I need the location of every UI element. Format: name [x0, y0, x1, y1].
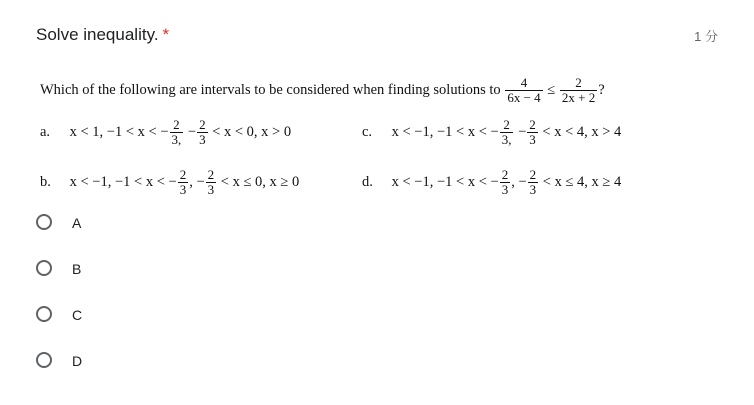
frac-numerator: 2: [199, 117, 206, 132]
frac-numerator: 2: [207, 167, 215, 182]
question-title-text: Solve inequality.: [36, 25, 159, 44]
question-image: [40, 76, 720, 196]
required-asterisk: *: [162, 25, 170, 44]
choice-a-label: a.: [40, 123, 51, 140]
frac-denominator: 3,: [171, 132, 182, 147]
frac-numerator: 2: [500, 118, 514, 133]
choice-b: [40, 168, 299, 197]
frac-denominator: 3: [501, 182, 509, 197]
choice-b-frac1: [178, 168, 189, 197]
choice-c-label: c.: [362, 123, 373, 140]
question-title: [36, 24, 169, 46]
frac-denominator: 3: [529, 132, 536, 147]
choice-a-frac2: [197, 118, 208, 147]
choice-d: [362, 168, 621, 197]
option-c[interactable]: [36, 304, 236, 330]
option-d[interactable]: [36, 350, 236, 376]
choice-c-text2: < x < 4, x > 4: [538, 123, 622, 140]
choice-b-label: b.: [40, 173, 51, 190]
choice-c: [362, 118, 621, 147]
option-label: C: [72, 307, 83, 323]
choice-b-sep: , −: [189, 173, 205, 190]
choice-c-text: x < −1, −1 < x < −: [391, 123, 499, 140]
choice-d-text: x < −1, −1 < x < −: [391, 173, 499, 190]
points-label: 1 分: [694, 29, 718, 44]
frac-numerator: 4: [505, 76, 542, 91]
prompt-relation: ≤: [547, 81, 556, 98]
choice-a-sep: −: [184, 123, 197, 140]
prompt-fraction-2: [560, 76, 597, 105]
choice-d-label: d.: [362, 173, 373, 190]
prompt-text: Which of the following are intervals to be considered when finding solutions to: [40, 81, 501, 98]
choice-b-frac2: [206, 168, 217, 197]
radio-button[interactable]: [36, 306, 52, 322]
choice-a-frac1: [170, 118, 184, 147]
frac-numerator: 2: [529, 117, 536, 132]
prompt-line: [40, 76, 605, 105]
frac-denominator: 2x + 2: [561, 90, 596, 105]
choice-d-frac2: [528, 168, 539, 197]
frac-numerator: 2: [170, 118, 184, 133]
option-label: A: [72, 215, 82, 231]
radio-button[interactable]: [36, 352, 52, 368]
frac-denominator: 3: [529, 182, 537, 197]
choice-a-text: x < 1, −1 < x < −: [69, 123, 169, 140]
frac-numerator: 2: [501, 167, 509, 182]
frac-denominator: 6x − 4: [507, 90, 541, 105]
choice-a: [40, 118, 291, 147]
choice-d-frac1: [500, 168, 511, 197]
frac-numerator: 2: [560, 76, 597, 91]
option-b[interactable]: [36, 258, 236, 284]
frac-numerator: 2: [179, 167, 187, 182]
frac-denominator: 3: [207, 182, 215, 197]
choice-a-text2: < x < 0, x > 0: [208, 123, 292, 140]
choice-c-frac1: [500, 118, 514, 147]
frac-denominator: 3,: [501, 132, 512, 147]
question-header: [36, 24, 716, 48]
frac-denominator: 3: [199, 132, 206, 147]
choice-d-text2: < x ≤ 4, x ≥ 4: [539, 173, 622, 190]
choice-d-sep: , −: [511, 173, 527, 190]
choice-c-frac2: [527, 118, 538, 147]
choice-b-text: x < −1, −1 < x < −: [69, 173, 177, 190]
prompt-end: ?: [598, 81, 605, 98]
radio-button[interactable]: [36, 260, 52, 276]
prompt-fraction-1: [505, 76, 542, 105]
radio-button[interactable]: [36, 214, 52, 230]
frac-denominator: 3: [179, 182, 187, 197]
option-label: D: [72, 353, 83, 369]
option-a[interactable]: [36, 212, 236, 238]
frac-numerator: 2: [529, 167, 537, 182]
choice-b-text2: < x ≤ 0, x ≥ 0: [217, 173, 300, 190]
option-label: B: [72, 261, 82, 277]
choice-c-sep: −: [514, 123, 527, 140]
